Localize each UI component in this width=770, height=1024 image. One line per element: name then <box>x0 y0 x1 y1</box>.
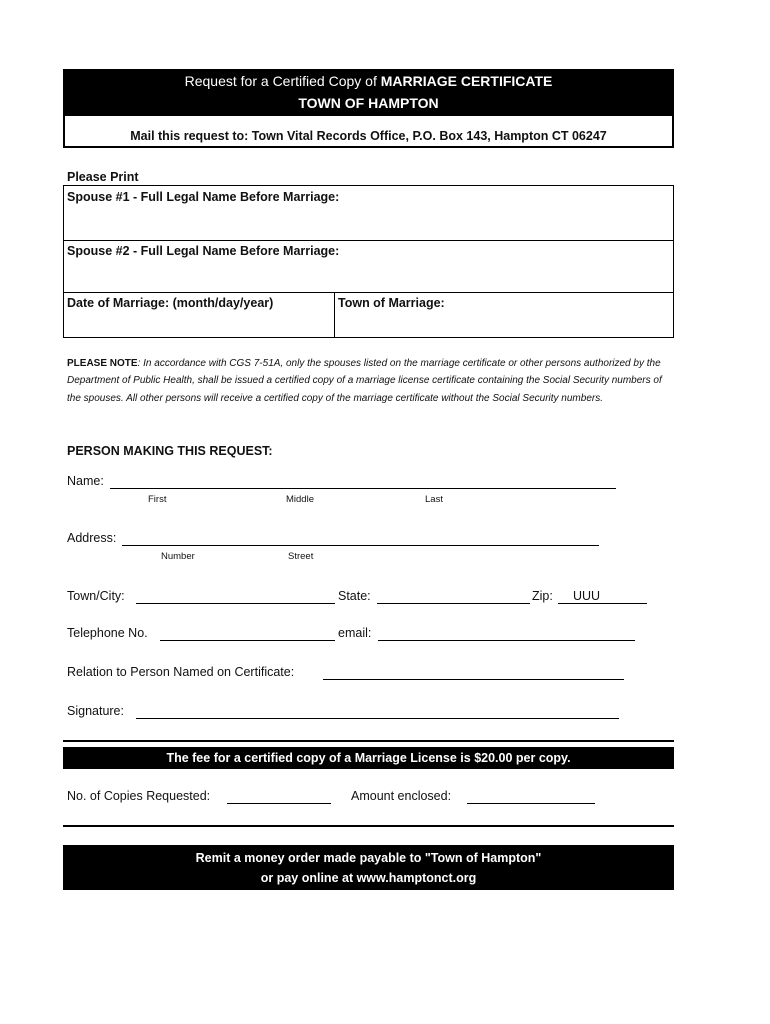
name-input[interactable] <box>110 488 616 489</box>
town-city-input[interactable] <box>136 603 335 604</box>
divider-line <box>63 825 674 827</box>
town-of-marriage-field[interactable] <box>336 293 673 337</box>
address-input[interactable] <box>122 545 599 546</box>
amount-input[interactable] <box>467 803 595 804</box>
signature-input[interactable] <box>136 718 619 719</box>
column-divider <box>334 293 335 337</box>
email-label: email: <box>338 626 372 640</box>
copies-label: No. of Copies Requested: <box>67 789 211 803</box>
zip-label: Zip: <box>532 589 553 603</box>
note-text: : In accordance with CGS 7-51A, only the spouses listed on the marriage certificate or other persons authorized by the Department of Public Health, shall be issued a certified copy of a marriage license certificate containing the Social Security numbers of the spouses. All other persons will receive a certified copy of the marriage certificate without the Social Security numbers. <box>67 358 662 404</box>
state-label: State: <box>338 589 371 603</box>
zip-value: UUU <box>573 589 601 603</box>
town-title: TOWN OF HAMPTON <box>298 95 439 111</box>
form-header <box>63 69 674 116</box>
name-sub-last: Last <box>425 494 443 505</box>
remit-line1: Remit a money order made payable to "Town of Hampton" <box>195 851 542 865</box>
zip-input[interactable] <box>558 603 647 604</box>
address-sub-number: Number <box>161 551 195 562</box>
town-city-label: Town/City: <box>67 589 125 603</box>
relation-label: Relation to Person Named on Certificate: <box>67 665 295 679</box>
note-label: PLEASE NOTE <box>67 358 138 369</box>
remit-line2: or pay online at www.hamptonct.org <box>260 871 477 885</box>
please-note <box>67 355 667 407</box>
date-town-row <box>64 293 673 337</box>
copies-input[interactable] <box>227 803 331 804</box>
spouse1-field[interactable] <box>64 186 673 241</box>
email-input[interactable] <box>378 640 635 641</box>
address-sub-street: Street <box>288 551 314 562</box>
form-title: Request for a Certified Copy of MARRIAGE CERTIFICATE <box>184 73 553 89</box>
town-of-marriage-label: Town of Marriage: <box>338 296 445 310</box>
spouse1-label: Spouse #1 - Full Legal Name Before Marriage: <box>67 190 340 204</box>
name-sub-middle: Middle <box>286 494 314 505</box>
date-of-marriage-label: Date of Marriage: (month/day/year) <box>67 296 274 310</box>
fee-bar <box>63 740 674 770</box>
telephone-label: Telephone No. <box>67 626 148 640</box>
state-input[interactable] <box>377 603 530 604</box>
mail-instructions: Mail this request to: Town Vital Records Office, P.O. Box 143, Hampton CT 06247 <box>63 116 674 148</box>
name-sub-first: First <box>148 494 167 505</box>
address-label: Address: <box>67 531 117 545</box>
relation-input[interactable] <box>323 679 624 680</box>
name-label: Name: <box>67 474 104 488</box>
marriage-details-table <box>63 185 674 338</box>
requester-section-title: PERSON MAKING THIS REQUEST: <box>67 444 273 458</box>
remit-box <box>63 845 674 890</box>
signature-label: Signature: <box>67 704 124 718</box>
amount-label: Amount enclosed: <box>351 789 452 803</box>
fee-text: The fee for a certified copy of a Marriage License is $20.00 per copy. <box>63 747 674 769</box>
date-of-marriage-field[interactable] <box>64 293 334 337</box>
please-print-label: Please Print <box>67 170 139 184</box>
telephone-input[interactable] <box>160 640 335 641</box>
spouse2-label: Spouse #2 - Full Legal Name Before Marriage: <box>67 244 340 258</box>
spouse2-field[interactable] <box>64 241 673 293</box>
